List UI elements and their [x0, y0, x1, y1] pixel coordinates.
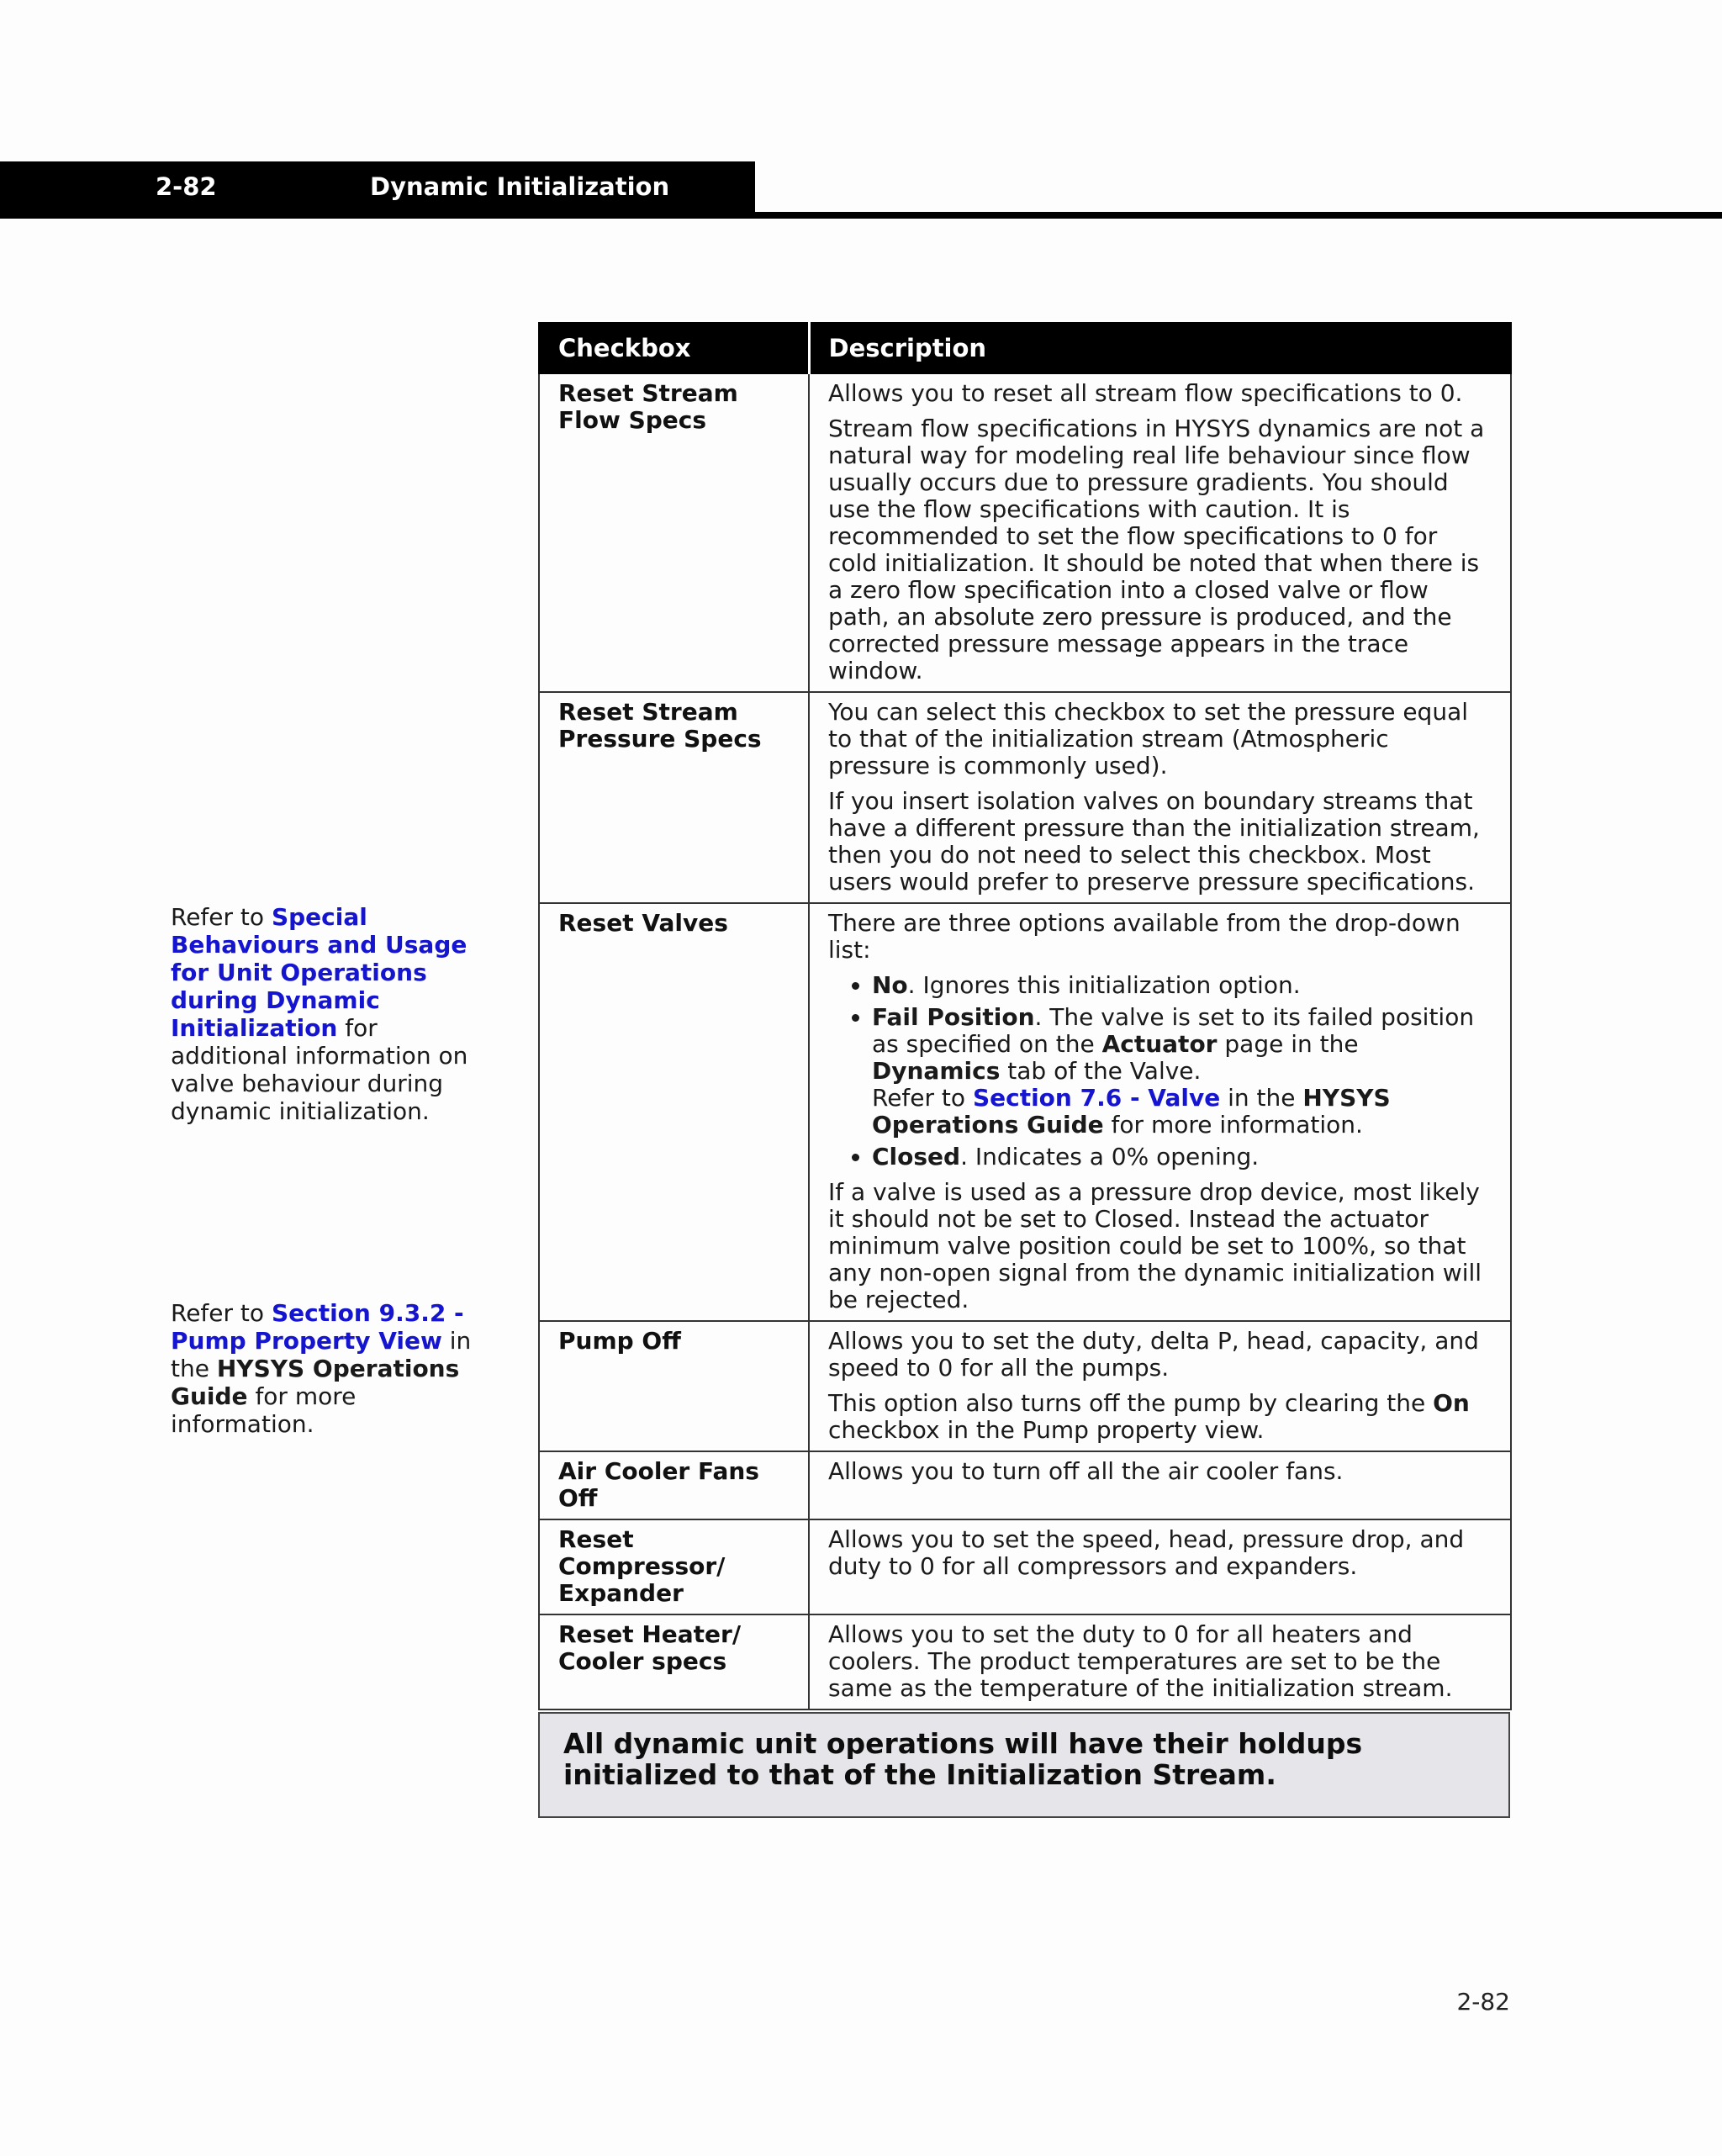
row-description: There are three options available from the drop-down list: • No. Ignores this initialization option. • Fail Position. The valve is set to its failed position as specified on the Actuator page in the Dynamics tab of the Valve. Refer to Section 7.6 - Valve in the HYSYS Operations Guide for more information. • Closed. Indicates a 0% opening. If a valve is used as a pressure drop device, most likely it should not be set to Closed. Instead the actuator minimum valve position could be set to 100%, so that any non-open signal from the dynamic initialization will be rejected.: [809, 903, 1511, 1321]
row-name: Reset Compressor/ Expander: [539, 1519, 809, 1614]
column-header-description: Description: [809, 323, 1511, 373]
footer-page-number: 2-82: [1456, 1988, 1510, 2016]
valve-options-list: [828, 972, 1492, 1170]
table-header-row: [539, 323, 1511, 373]
row-description: Allows you to turn off all the air cooler fans.: [809, 1451, 1511, 1519]
header-page-number: 2-82: [156, 172, 217, 201]
row-name: Reset Stream Pressure Specs: [539, 692, 809, 903]
checkbox-table: [538, 322, 1512, 1710]
link-section-9-3-2[interactable]: Section 9.3.2 - Pump Property View: [171, 1299, 464, 1355]
row-name: Reset Stream Flow Specs: [539, 373, 809, 692]
row-description: Allows you to set the speed, head, pressure drop, and duty to 0 for all compressors and expanders.: [809, 1519, 1511, 1614]
list-item: • No. Ignores this initialization option.: [872, 972, 1492, 999]
row-description: Allows you to set the duty, delta P, head, capacity, and speed to 0 for all the pumps. This option also turns off the pump by clearing the On checkbox in the Pump property view.: [809, 1321, 1511, 1451]
row-name: Reset Heater/ Cooler specs: [539, 1614, 809, 1709]
table-row: [539, 692, 1511, 903]
sidebar-note-valves: Refer to Special Behaviours and Usage for Unit Operations during Dynamic Initialization for additional information on valve behaviour during dynamic initialization.: [171, 903, 468, 1125]
row-name: Pump Off: [539, 1321, 809, 1451]
table-row: [539, 1321, 1511, 1451]
refer-line: Refer to Section 7.6 - Valve in the HYSYS Operations Guide for more information.: [872, 1084, 1391, 1139]
column-header-checkbox: Checkbox: [539, 323, 809, 373]
sidebar-note-pump: Refer to Section 9.3.2 - Pump Property View in the HYSYS Operations Guide for more information.: [171, 1299, 472, 1438]
row-description: Allows you to set the duty to 0 for all heaters and coolers. The product temperatures are set to be the same as the temperature of the initialization stream.: [809, 1614, 1511, 1709]
table-row: [539, 903, 1511, 1321]
list-item: • Fail Position. The valve is set to its failed position as specified on the Actuator page in the Dynamics tab of the Valve. Refer to Section 7.6 - Valve in the HYSYS Operations Guide for more information.: [872, 1004, 1492, 1139]
table-row: [539, 1614, 1511, 1709]
link-special-behaviours[interactable]: Special Behaviours and Usage for Unit Operations during Dynamic Initialization: [171, 903, 467, 1042]
row-description: Allows you to reset all stream flow specifications to 0. Stream flow specifications in HYSYS dynamics are not a natural way for modeling real life behaviour since flow usually occurs due to pressure gradients. You should use the flow specifications with caution. It is recommended to set the flow specifications to 0 for cold initialization. It should be noted that when there is a zero flow specification into a closed valve or flow path, an absolute zero pressure is produced, and the corrected pressure message appears in the trace window.: [809, 373, 1511, 692]
list-item: • Closed. Indicates a 0% opening.: [872, 1144, 1492, 1170]
row-name: Reset Valves: [539, 903, 809, 1321]
table-row: [539, 1451, 1511, 1519]
header-title: Dynamic Initialization: [370, 172, 670, 201]
link-section-7-6[interactable]: Section 7.6 - Valve: [972, 1084, 1221, 1112]
note-box: All dynamic unit operations will have their holdups initialized to that of the Initialization Stream.: [538, 1712, 1510, 1818]
row-description: You can select this checkbox to set the pressure equal to that of the initialization stream (Atmospheric pressure is commonly used). If you insert isolation valves on boundary streams that have a different pressure than the initialization stream, then you do not need to select this checkbox. Most users would prefer to preserve pressure specifications.: [809, 692, 1511, 903]
header-rule: [0, 212, 1722, 219]
row-name: Air Cooler Fans Off: [539, 1451, 809, 1519]
table-row: [539, 1519, 1511, 1614]
table-row: [539, 373, 1511, 692]
